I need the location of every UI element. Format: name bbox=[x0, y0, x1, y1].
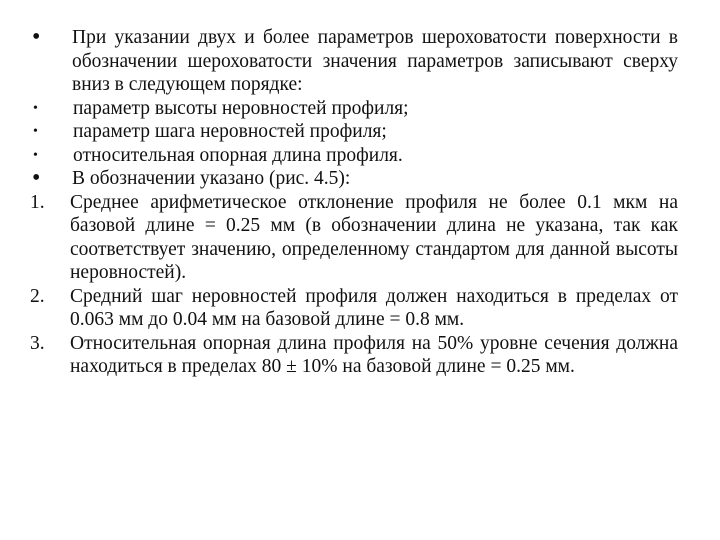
list-item-text: При указании двух и более параметров шероховатости поверхности в обозначении шероховатости значения параметров записывают сверху вниз в следующем порядке: bbox=[72, 27, 678, 95]
list-item-text: В обозначении указано (рис. 4.5): bbox=[72, 168, 351, 189]
numbered-item-2 bbox=[30, 285, 678, 332]
bullet-marker: • bbox=[33, 147, 38, 163]
list-item-height-param bbox=[30, 97, 678, 121]
bullet-marker: • bbox=[33, 100, 38, 116]
bullet-marker: • bbox=[33, 124, 38, 139]
list-item-designation bbox=[30, 167, 678, 191]
numbered-item-3 bbox=[30, 332, 678, 379]
list-item-step-param bbox=[30, 120, 678, 144]
list-item-text: параметр шага неровностей профиля; bbox=[73, 121, 387, 142]
list-item-bearing-length bbox=[30, 144, 678, 168]
number-marker: 3. bbox=[30, 332, 45, 354]
number-marker: 2. bbox=[30, 285, 45, 307]
list-item-text: Средний шаг неровностей профиля должен находиться в пределах от 0.063 мм до 0.04 мм на базовой длине = 0.8 мм. bbox=[70, 285, 678, 330]
list-item-text: относительная опорная длина профиля. bbox=[73, 144, 403, 166]
slide-content bbox=[30, 26, 678, 379]
bullet-marker: • bbox=[32, 24, 41, 50]
list-item-text: параметр высоты неровностей профиля; bbox=[73, 97, 409, 119]
numbered-item-1 bbox=[30, 191, 678, 285]
list-item-text: Относительная опорная длина профиля на 50% уровне сечения должна находиться в пределах 80 ± 10% на базовой длине = 0.25 мм. bbox=[70, 332, 678, 377]
number-marker: 1. bbox=[30, 191, 45, 213]
list-item-intro bbox=[30, 26, 678, 97]
list-item-text: Среднее арифметическое отклонение профиля не более 0.1 мкм на базовой длине = 0.25 мм (в обозначении длина не указана, так как соответствует значению, определенному стандартом для данной высоты неровностей). bbox=[70, 191, 678, 283]
bullet-marker: • bbox=[32, 165, 41, 191]
